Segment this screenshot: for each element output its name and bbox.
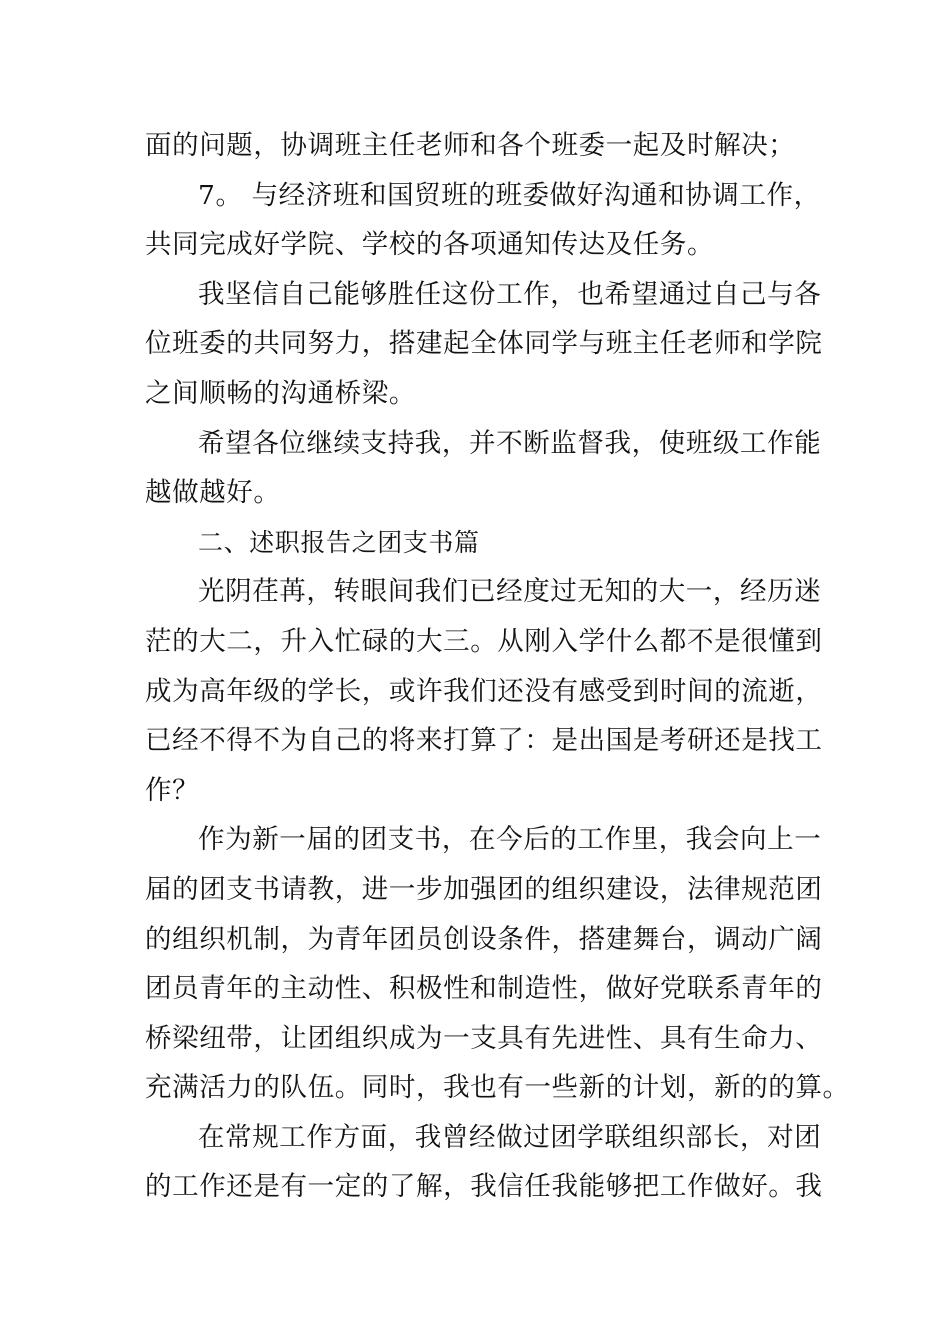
text-line: 茫的大二，升入忙碌的大三。从刚入学什么都不是很懂到: [145, 625, 823, 657]
text-line: 成为高年级的学长，或许我们还没有感受到时间的流逝，: [145, 675, 823, 707]
text-line: 7。 与经济班和国贸班的班委做好沟通和协调工作，: [198, 179, 821, 211]
section-heading: 二、述职报告之团支书篇: [198, 527, 480, 557]
text-line: 在常规工作方面，我曾经做过团学联组织部长，对团: [198, 1121, 822, 1153]
text-line: 桥梁纽带，让团组织成为一支具有先进性、具有生命力、: [145, 1022, 823, 1054]
text-line: 届的团支书请教，进一步加强团的组织建设，法律规范团: [145, 873, 823, 905]
text-line: 我坚信自己能够胜任这份工作，也希望通过自己与各: [198, 278, 822, 310]
text-line: 共同完成好学院、学校的各项通知传达及任务。: [145, 229, 715, 261]
text-line: 希望各位继续支持我，并不断监督我，使班级工作能: [198, 427, 822, 459]
text-line: 面的问题，协调班主任老师和各个班委一起及时解决；: [145, 130, 796, 161]
text-line: 的组织机制，为青年团员创设条件，搭建舞台，调动广阔: [145, 923, 823, 955]
text-line: 光阴荏苒，转眼间我们已经度过无知的大一，经历迷: [198, 576, 822, 608]
text-line: 充满活力的队伍。同时，我也有一些新的计划，新的的算。: [145, 1072, 850, 1104]
text-line: 作为新一届的团支书，在今后的工作里，我会向上一: [198, 824, 822, 856]
text-line: 位班委的共同努力，搭建起全体同学与班主任老师和学院: [145, 328, 823, 360]
document-body: [145, 121, 850, 1212]
text-line: 的工作还是有一定的了解，我信任我能够把工作做好。我: [145, 1171, 823, 1203]
text-line: 已经不得不为自己的将来打算了：是出国是考研还是找工: [145, 725, 823, 757]
text-line: 越做越好。: [145, 477, 281, 509]
text-line: 作？: [145, 774, 200, 806]
text-line: 之间顺畅的沟通桥梁。: [145, 377, 416, 409]
text-line: 团员青年的主动性、积极性和制造性，做好党联系青年的: [145, 973, 823, 1005]
